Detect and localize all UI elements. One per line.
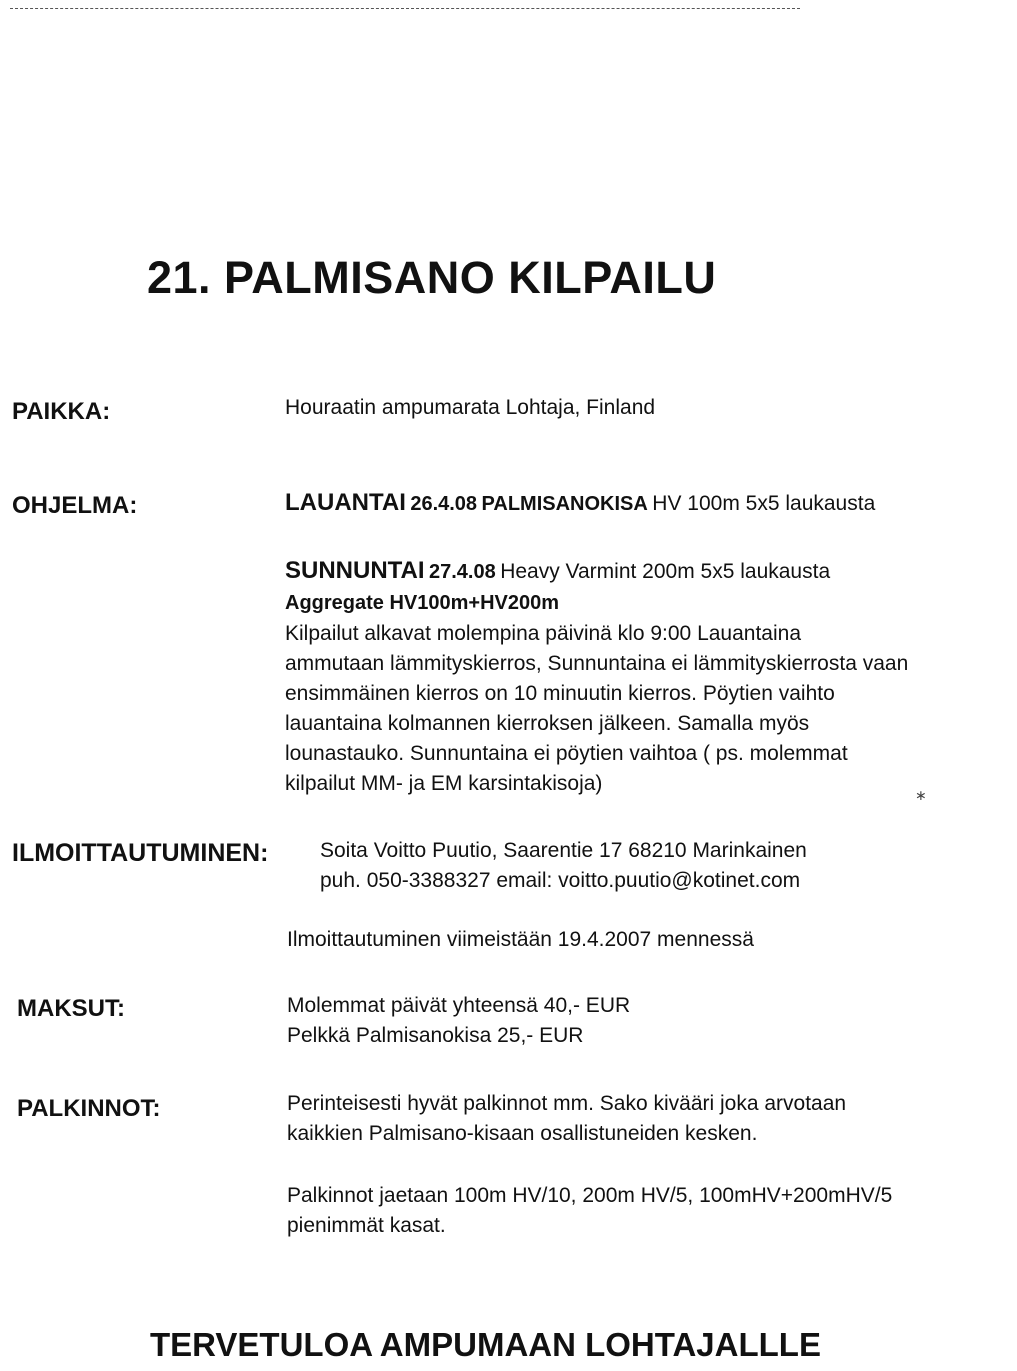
program-note-line: lauantaina kolmannen kierroksen jälkeen. Samalla myös bbox=[285, 712, 810, 735]
prizes-paragraph-1 bbox=[287, 1089, 846, 1149]
prize-line: Palkinnot jaetaan 100m HV/10, 200m HV/5, 100mHV+200mHV/5 bbox=[287, 1184, 893, 1207]
fees-list bbox=[287, 991, 630, 1051]
saturday-line bbox=[285, 489, 875, 519]
ilmoittautuminen-label: ILMOITTAUTUMINEN: bbox=[12, 839, 269, 867]
paikka-label: PAIKKA: bbox=[12, 398, 111, 425]
maksut-label: MAKSUT: bbox=[17, 995, 125, 1022]
saturday-date: 26.4.08 bbox=[410, 493, 478, 515]
prize-line: pienimmät kasat. bbox=[287, 1214, 446, 1237]
scan-smudge-mark: ∗ bbox=[915, 787, 927, 803]
welcome-footer: TERVETULOA AMPUMAAN LOHTAJALLLE bbox=[150, 1326, 821, 1363]
fee-line: Molemmat päivät yhteensä 40,- EUR bbox=[287, 994, 631, 1017]
prize-line: kaikkien Palmisano-kisaan osallistuneiden kesken. bbox=[287, 1122, 758, 1145]
contact-line-1: Soita Voitto Puutio, Saarentie 17 68210 Marinkainen bbox=[320, 839, 807, 862]
contact-line-2: puh. 050-3388327 email: voitto.puutio@kotinet.com bbox=[320, 869, 801, 892]
ohjelma-label: OHJELMA: bbox=[12, 492, 138, 519]
program-note-line: ensimmäinen kierros on 10 minuutin kierros. Pöytien vaihto bbox=[285, 682, 835, 705]
page-title: 21. PALMISANO KILPAILU bbox=[147, 252, 717, 303]
palkinnot-label: PALKINNOT: bbox=[17, 1095, 161, 1122]
sunday-day: SUNNUNTAI bbox=[285, 557, 425, 584]
sunday-detail: Heavy Varmint 200m 5x5 laukausta bbox=[500, 560, 831, 583]
prizes-paragraph-2 bbox=[287, 1181, 892, 1241]
program-note-line: ammutaan lämmityskierros, Sunnuntaina ei lämmityskierrosta vaan bbox=[285, 652, 909, 675]
aggregate-line: Aggregate HV100m+HV200m bbox=[285, 592, 560, 614]
saturday-event: PALMISANOKISA bbox=[481, 493, 648, 515]
saturday-day: LAUANTAI bbox=[285, 489, 406, 516]
scan-edge-line bbox=[10, 8, 800, 9]
paikka-text: Houraatin ampumarata Lohtaja, Finland bbox=[285, 396, 656, 419]
fee-line: Pelkkä Palmisanokisa 25,- EUR bbox=[287, 1024, 584, 1047]
program-notes bbox=[285, 619, 908, 799]
prize-line: Perinteisesti hyvät palkinnot mm. Sako kivääri joka arvotaan bbox=[287, 1092, 847, 1115]
program-note-line: kilpailut MM- ja EM karsintakisoja) bbox=[285, 772, 603, 795]
saturday-detail: HV 100m 5x5 laukausta bbox=[652, 492, 876, 515]
program-note-line: lounastauko. Sunnuntaina ei pöytien vaihtoa ( ps. molemmat bbox=[285, 742, 848, 765]
sunday-date: 27.4.08 bbox=[429, 561, 496, 583]
registration-deadline: Ilmoittautuminen viimeistään 19.4.2007 mennessä bbox=[287, 928, 754, 951]
program-note-line: Kilpailut alkavat molempina päivinä klo 9:00 Lauantaina bbox=[285, 622, 801, 645]
sunday-line bbox=[285, 557, 830, 587]
